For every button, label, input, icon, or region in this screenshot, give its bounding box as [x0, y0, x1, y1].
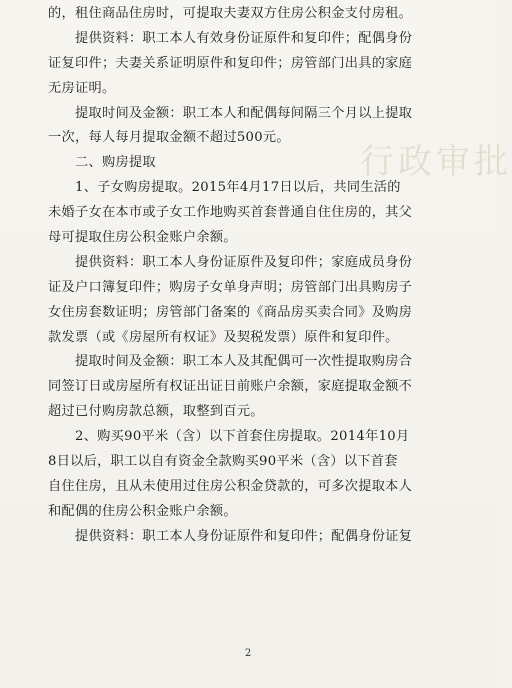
text-line: 2、购买90平米（含）以下首套住房提取。2014年10月 — [75, 429, 410, 445]
text-line: 提供资料：职工本人身份证原件和复印件；配偶身份证复 — [75, 528, 413, 544]
paragraph — [48, 350, 458, 425]
text-line: 8日以后，职工以自有资金全款购买90平米（含）以下首套 — [48, 454, 398, 470]
page-number: 2 — [244, 648, 252, 659]
text-line: 自住住房，且从未使用过住房公积金贷款的，可多次提取本人 — [48, 478, 413, 494]
text-line: 1、子女购房提取。2015年4月17日以后，共同生活的 — [75, 180, 401, 196]
text-line: 一次，每人每月提取金额不超过500元。 — [48, 130, 290, 146]
text-line: 未婚子女在本市或子女工作地购买首套普通自住住房的，其父 — [48, 205, 413, 221]
document-body — [48, 2, 458, 550]
paragraph — [48, 102, 458, 152]
paragraph — [48, 2, 458, 27]
text-line: 提取时间及金额：职工本人及其配偶可一次性提取购房合 — [75, 354, 413, 370]
bleed-through-watermark: 行政审批 — [360, 142, 512, 182]
text-line: 提供资料：职工本人有效身份证原件和复印件；配偶身份 — [75, 30, 413, 46]
text-line: 证及户口簿复印件；购房子女单身声明；房管部门出具购房子 — [48, 279, 413, 295]
text-line: 母可提取住房公积金账户余额。 — [48, 230, 237, 246]
section-heading — [48, 151, 458, 176]
text-line: 无房证明。 — [48, 80, 116, 96]
paragraph — [48, 525, 458, 550]
text-line: 同签订日或房屋所有权证出证日前账户余额，家庭提取金额不 — [48, 379, 413, 395]
text-line: 提供资料：职工本人身份证原件及复印件；家庭成员身份 — [75, 254, 413, 270]
text-line: 证复印件；夫妻关系证明原件和复印件；房管部门出具的家庭 — [48, 55, 413, 71]
paragraph — [48, 176, 458, 251]
text-line: 和配偶的住房公积金账户余额。 — [48, 503, 237, 519]
paragraph — [48, 251, 458, 351]
text-line: 的，租住商品住房时，可提取夫妻双方住房公积金支付房租。 — [48, 6, 413, 21]
text-line: 女住房套数证明；房管部门备案的《商品房买卖合同》及购房 — [48, 304, 413, 320]
paragraph — [48, 425, 458, 525]
text-line: 二、购房提取 — [75, 155, 156, 171]
text-line: 提取时间及金额：职工本人和配偶每间隔三个月以上提取 — [75, 105, 413, 121]
paragraph — [48, 27, 458, 102]
text-line: 款发票（或《房屋所有权证》及契税发票）原件和复印件。 — [48, 329, 399, 345]
text-line: 超过已付购房款总额，取整到百元。 — [48, 404, 264, 420]
